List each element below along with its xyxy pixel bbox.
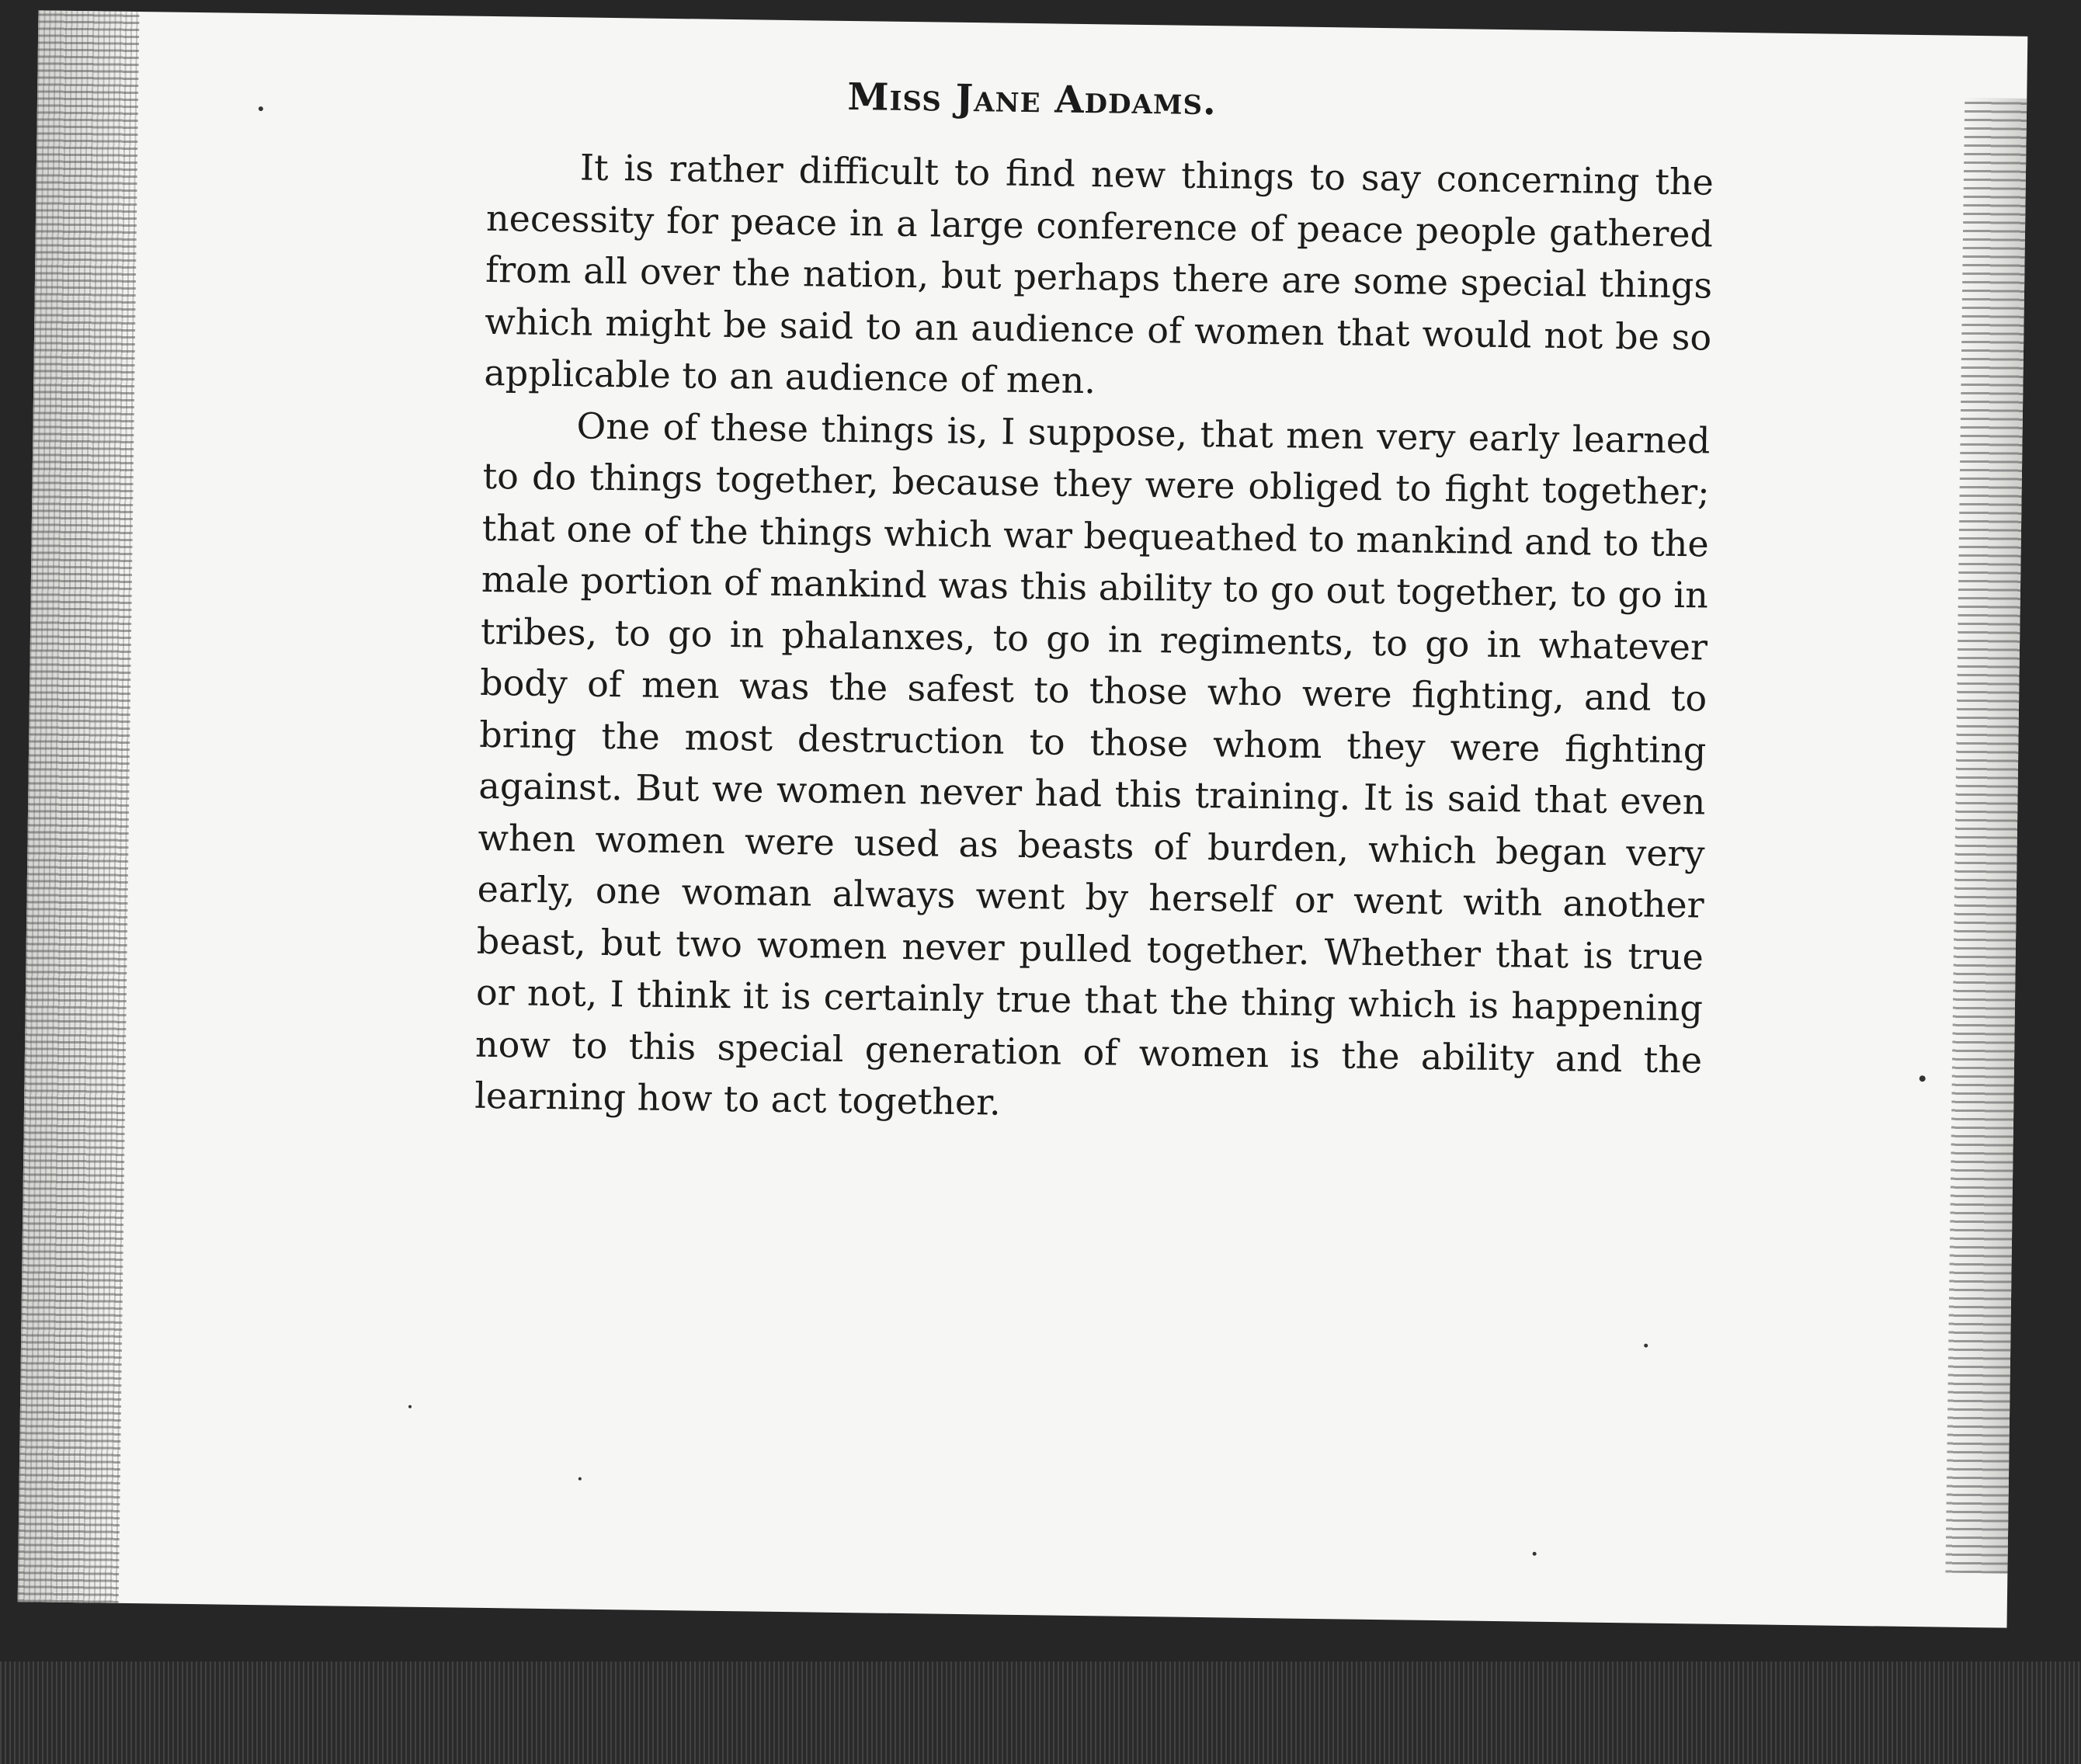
page-right-edge-noise (1945, 98, 2027, 1574)
scan-speck (408, 1405, 412, 1408)
scan-speck (1919, 1075, 1926, 1082)
scanner-bed-bottom (0, 1662, 2081, 1764)
paragraph-2: One of these things is, I suppose, that men very early learned to do things together, because they were obliged to fight together; that one of the things which war bequeathed to mankind and to the male portion of mankind was this ability to go out together, to go in tribes, to go in phalanxes, to go in regiments, to go in whatever body of men was the safest to those who were fighting, and to bring the most destruction to those whom they were fighting against. But we women never had this training. It is said that even when women were used as beasts of burden, which began very early, one woman always went by herself or went with another beast, but two women never pulled together. Whether that is true or not, I think it is certainly true that the thing which is happening now to this special generation of women is the ability and the learning how to act together. (474, 404, 1711, 1123)
scan-speck (259, 106, 263, 111)
paragraph-1: It is rather difficult to find new things to say concerning the necessity for peace in a large conference of peace people gathered from all over the nation, but perhaps there are some special things which might be said to an audience of women that would not be so applicable to an audience of men. (484, 146, 1714, 402)
page-left-edge-noise (18, 10, 140, 1603)
speaker-heading: Miss Jane Addams. (847, 75, 1218, 124)
scan-speck (1644, 1344, 1648, 1348)
scan-speck (578, 1478, 582, 1481)
speech-text (474, 141, 1714, 1137)
scan-speck (1533, 1552, 1537, 1556)
paper-page (18, 10, 2028, 1627)
